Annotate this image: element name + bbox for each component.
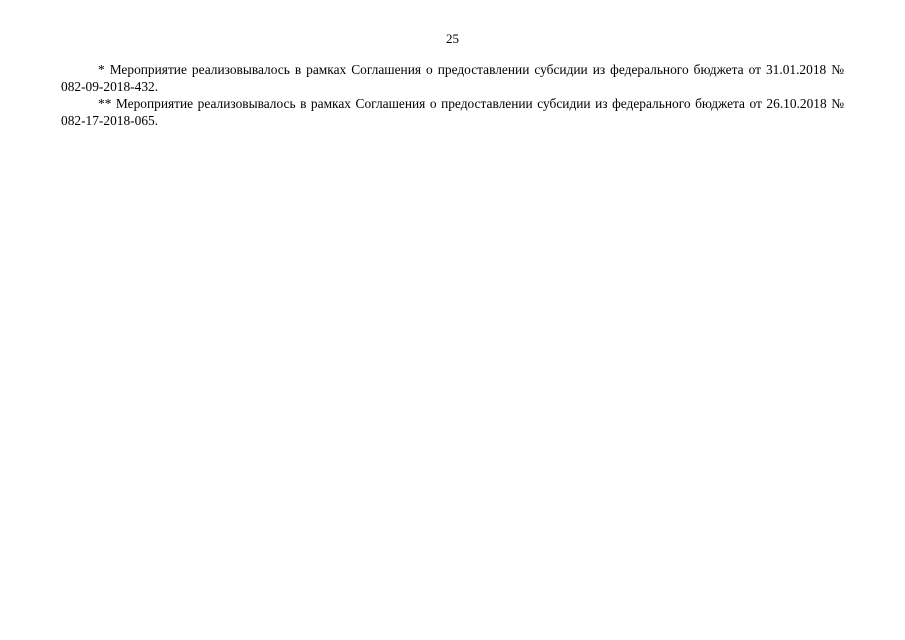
page-number: 25 bbox=[446, 31, 459, 46]
footnotes-block bbox=[61, 61, 844, 129]
footnote-1: * Мероприятие реализовывалось в рамках Соглашения о предоставлении субсидии из федерального бюджета от 31.01.2018 № 082-09-2018-432. bbox=[61, 62, 844, 94]
footnote-2: ** Мероприятие реализовывалось в рамках Соглашения о предоставлении субсидии из федерального бюджета от 26.10.2018 № 082-17-2018-065. bbox=[61, 96, 844, 128]
